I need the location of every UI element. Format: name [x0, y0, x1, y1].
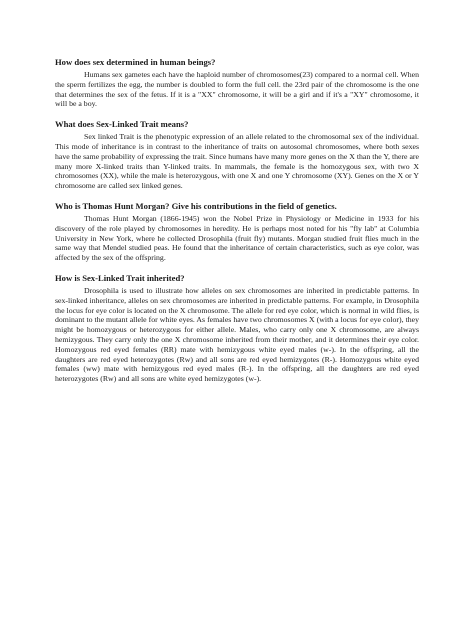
- section-heading: Who is Thomas Hunt Morgan? Give his contributions in the field of genetics.: [55, 200, 337, 211]
- section-thomas-hunt-morgan: [55, 201, 419, 263]
- section-paragraph: Humans sex gametes each have the haploid number of chromosomes(23) compared to a normal cell. When the sperm fertilizes the egg, the number is doubled to form the full cell. the 23rd pair of the chromosome is the one that determines the sex of the fetus. If it is a "XX" chromosome, it will be a girl and if it's a "XY" chromosome, it will be a boy.: [55, 70, 419, 109]
- section-paragraph: Sex linked Trait is the phenotypic expression of an allele related to the chromosomal sex of the individual. This mode of inheritance is in contrast to the inheritance of traits on autosomal chromosomes, where both sexes have the same probability of expressing the trait. Since humans have many more genes on the X than the Y, there are many more X-linked traits than Y-linked traits. In mammals, the female is the homozygous sex, with two X chromosomes (XX), while the male is heterozygous, with one X and one Y chromosome (XY). Genes on the X or Y chromosome are called sex linked genes.: [55, 132, 419, 191]
- document-page: [55, 57, 419, 394]
- section-heading: How does sex determined in human beings?: [55, 57, 216, 67]
- section-sex-linked-trait: [55, 119, 419, 191]
- section-paragraph: Drosophila is used to illustrate how alleles on sex chromosomes are inherited in predictable patterns. In sex-linked inheritance, alleles on sex chromosomes are inherited in predictable patterns. For example, in Drosophila the locus for eye color is located on the X chromosome. The allele for red eye color, which is normal in wild flies, is dominant to the mutant allele for white eyes. As females have two chromosomes X (with a locus for eye color), they might be homozygous or heterozygous for either allele. Males, who carry only one X chromosome, are always hemizygous. They carry only the one X chromosome inherited from their mother, and it determines their eye color. Homozygous red eyed females (RR) mate with hemizygous white eyed males (w-). In the offspring, all the daughters are red eyed heterozygotes (Rw) and all sons are red eyed hemizygotes (R-). Homozygous white eyed females (ww) mate with hemizygous red eyed males (R-). In the offspring, all the daughters are red eyed heterozygotes (Rw) and all sons are white eyed hemizygotes (w-).: [55, 285, 419, 384]
- section-sex-determination: [55, 57, 419, 109]
- section-inheritance: [55, 273, 419, 384]
- section-heading: How is Sex-Linked Trait inherited?: [55, 272, 185, 283]
- section-heading: What does Sex-Linked Trait means?: [55, 119, 189, 130]
- section-paragraph: Thomas Hunt Morgan (1866-1945) won the Nobel Prize in Physiology or Medicine in 1933 for his discovery of the role played by chromosomes in heredity. He is perhaps most noted for his "fly lab" at Columbia University in New York, where he collected Drosophila (fruit fly) mutants. Morgan studied fruit flies much in the same way that Mendel studied peas. He found that the inheritance of certain characteristics, such as eye color, was affected by the sex of the offspring.: [55, 213, 419, 263]
